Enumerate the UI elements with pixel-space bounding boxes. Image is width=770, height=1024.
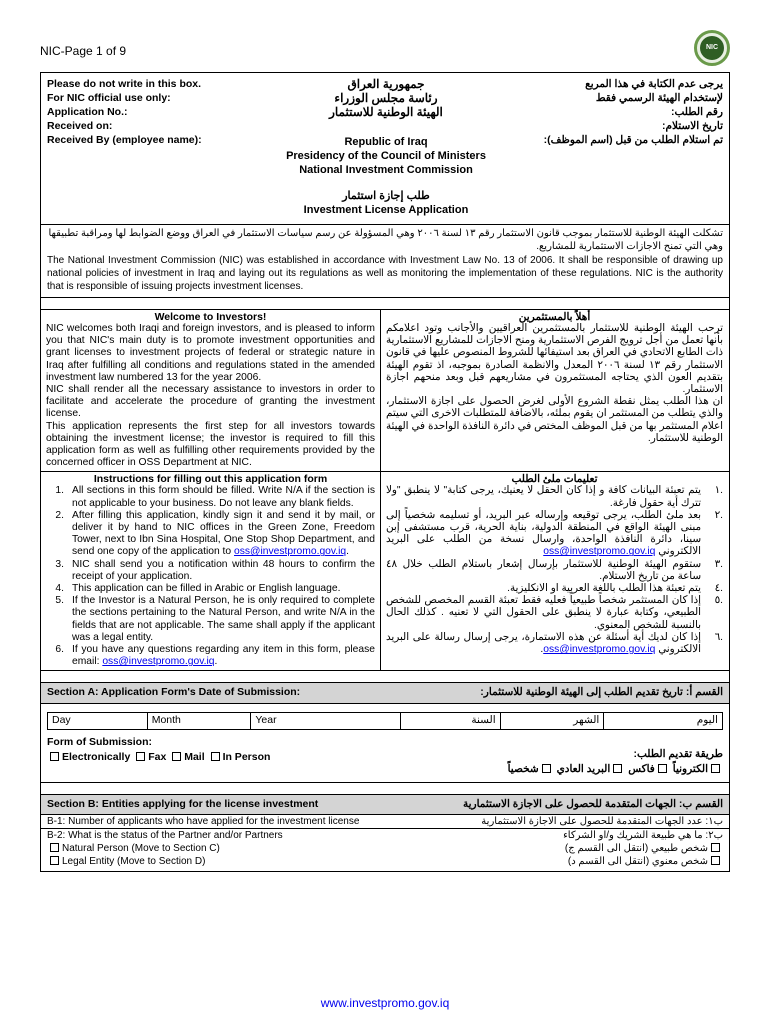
submission-en <box>47 736 270 776</box>
list-item <box>386 632 723 656</box>
date-table <box>47 712 723 730</box>
item-text <box>72 644 375 668</box>
list-item <box>386 559 723 583</box>
natural-person-label: Natural Person (Move to Section C) <box>62 842 220 854</box>
received-on-label: Received on: <box>47 120 113 132</box>
welcome-body-ar: ترحب الهيئة الوطنية للاستثمار بالمستثمرين العراقيين والأجانب وتود اعلامكم بأنها تعمل من أجل ترويج الفرص الاستثمارية ومنح الاجازات للمشاريع الاستثمارية ذات الطابع الاتحادي في العراق بعد استيفائها للشروط المنصوص عليها في قانون الاستثمار رقم ١٣ لسنة ٢٠٠٦ المعدل والانظمة الصادرة بموجبه، اذ تقوم الهيئة بتقديم العون الذي يحتاجه المستثمرون في مشاريعهم قبل وبعد منحهم اجازة الاستثمار. <box>386 323 723 396</box>
official-line-ar: لإستخدام الهيئة الرسمي فقط <box>595 92 723 104</box>
instructions-title-ar: تعليمات ملئ الطلب <box>511 473 598 486</box>
in-person-label: In Person <box>222 750 271 763</box>
application-no-label: Application No.: <box>47 106 128 118</box>
commission-en: National Investment Commission <box>299 164 473 176</box>
item-number: .٣ <box>714 558 723 570</box>
item-number: .١ <box>714 485 723 497</box>
electronically-checkbox-ar[interactable] <box>711 764 720 773</box>
year-field[interactable] <box>250 712 400 730</box>
oss-email-link[interactable]: oss@investpromo.gov.iq <box>543 644 656 656</box>
section-a-title-en: Section A: Application Form's Date of Submission: <box>47 686 301 699</box>
oss-email-link[interactable]: oss@investpromo.gov.iq <box>543 546 656 558</box>
republic-ar: جمهورية العراق <box>347 77 425 91</box>
received-on-label-ar: تاريخ الاستلام: <box>662 120 723 132</box>
welcome-title-ar: أهلاً بالمستثمرين <box>518 311 591 323</box>
item-text: If the Investor is a Natural Person, he is only required to complete the sections pertaining to the Natural Person, and write N/A in the fields that are not applicable. The same shall apply if the applicant was a legal entity. <box>72 595 375 643</box>
b2-label-ar: ب٢: ما هي طبيعة الشريك و/او الشركاء <box>563 829 723 841</box>
presidency-en: Presidency of the Council of Ministers <box>286 150 486 162</box>
item-text <box>386 632 701 656</box>
item-number: 6. <box>55 644 64 656</box>
welcome-body-ar-2: ان هذا الطلب يمثل نقطة الشروع الأولى لغرض الحصول على اجازة الاستثمار، والذي يتطلب من المستثمر ان يقوم بملئه، بالاضافة للمتطلبات الاخرى التي سيتم اعلام المستثمر بها من قبل الموظف المختص في دائرة النافذة الواحدة في الهيئة الوطنية للاستثمار. <box>386 396 723 444</box>
application-no-label-ar: رقم الطلب: <box>670 106 723 118</box>
welcome-en <box>41 310 381 471</box>
section-b-title-en: Section B: Entities applying for the license investment <box>47 797 319 810</box>
received-by-label-ar: تم استلام الطلب من قبل (اسم الموظف): <box>543 134 723 146</box>
list-item <box>46 559 375 583</box>
welcome-ar <box>381 310 729 471</box>
section-b-body <box>41 815 729 871</box>
fax-checkbox-ar[interactable] <box>658 764 667 773</box>
b1-label-ar: ب١: عدد الجهات المتقدمة للحصول على الاجازة الاستثمارية <box>481 815 723 827</box>
item-text-tail: . <box>346 546 350 558</box>
item-text: All sections in this form should be filled. Write N/A if the section is not applicable to your business. Do not leave any blank fields. <box>72 485 375 509</box>
item-number: 5. <box>55 595 64 607</box>
year-field-ar[interactable] <box>400 712 500 730</box>
section-b-title-ar: القسم ب: الجهات المتقدمة للحصول على الاجازة الاستثمارية <box>462 797 723 810</box>
mail-label: Mail <box>184 750 205 763</box>
electronically-checkbox[interactable] <box>50 752 59 761</box>
item-text-body: If you have any questions regarding any item in this form, please email: <box>72 644 375 668</box>
list-item <box>46 485 375 509</box>
official-line: Please do not write in this box. <box>47 78 202 90</box>
item-text: This application can be filled in Arabic or English language. <box>72 583 341 595</box>
day-label: Day <box>52 713 71 726</box>
month-field[interactable] <box>147 712 251 730</box>
list-item <box>46 595 375 644</box>
b1-label-en: B-1: Number of applicants who have applied for the investment license <box>47 815 360 827</box>
electronically-label: Electronically <box>62 750 131 763</box>
intro-box <box>41 225 729 298</box>
month-label: Month <box>151 713 181 726</box>
item-number: 3. <box>55 558 64 570</box>
year-label: Year <box>255 713 277 726</box>
presidency-ar: رئاسة مجلس الوزراء <box>334 91 438 105</box>
page-label: NIC-Page 1 of 9 <box>40 44 127 58</box>
legal-entity-label-ar: شخص معنوي (انتقل الى القسم د) <box>567 855 708 867</box>
item-number: 1. <box>55 485 64 497</box>
welcome-title-en: Welcome to Investors! <box>154 311 267 323</box>
welcome-body-en: NIC welcomes both Iraqi and foreign investors, and is pleased to inform you that NIC's main duty is to promote investment opportunities and grant licenses to investment projects of federal or strategic nature in Iraq after fulfilling all conditions and regulations stated in the amended investment law numbered 13 for the year 2006. <box>46 323 375 383</box>
mail-label-ar: البريد العادي <box>556 762 611 775</box>
natural-person-checkbox[interactable] <box>50 843 59 852</box>
form-frame <box>40 72 730 872</box>
official-use-en <box>47 77 202 147</box>
section-b-header <box>41 795 729 814</box>
instructions-en <box>41 472 381 670</box>
list-item <box>386 595 723 632</box>
natural-person-row <box>41 842 729 855</box>
list-item <box>386 583 723 595</box>
spacer-row <box>41 671 729 683</box>
item-text <box>72 510 375 559</box>
item-number: 4. <box>55 583 64 595</box>
in-person-checkbox-ar[interactable] <box>542 764 551 773</box>
header-title <box>261 77 511 217</box>
oss-email-link[interactable]: oss@investpromo.gov.iq <box>102 656 215 668</box>
form-of-submission-label-ar: طريقة تقديم الطلب: <box>633 747 723 760</box>
fax-checkbox[interactable] <box>136 752 145 761</box>
official-line-ar: يرجى عدم الكتابة في هذا المربع <box>585 78 723 90</box>
commission-ar: الهيئة الوطنية للاستثمار <box>329 105 443 119</box>
natural-person-option[interactable] <box>47 842 220 855</box>
section-a-title-ar: القسم أ: تاريخ تقديم الطلب إلى الهيئة الوطنية للاستثمار: <box>480 686 723 699</box>
legal-entity-label: Legal Entity (Move to Section D) <box>62 855 206 867</box>
legal-entity-option[interactable] <box>47 855 205 868</box>
in-person-label-ar: شخصياً <box>507 762 539 775</box>
instructions-list-ar <box>386 485 723 656</box>
submission-options-en <box>47 751 270 764</box>
item-number: .٦ <box>714 631 723 643</box>
mail-checkbox[interactable] <box>172 752 181 761</box>
header-box <box>41 73 729 225</box>
footer <box>0 996 770 1011</box>
instructions-row <box>41 472 729 671</box>
legal-entity-option-ar[interactable] <box>568 855 723 868</box>
welcome-row <box>41 310 729 472</box>
item-text-body: إذا كان لديك أية أسئلة عن هذه الاستمارة، يرجى إرسال رسالة على البريد الالكتروني <box>386 631 701 656</box>
month-label-ar: الشهر <box>573 713 600 726</box>
item-text-tail: . <box>540 644 544 656</box>
welcome-body-en-2: NIC shall render all the necessary assistance to investors in order to facilitate and accelerate the procedure of granting the investment license. <box>46 384 375 420</box>
list-item <box>386 510 723 559</box>
natural-person-label-ar: شخص طبيعي (انتقل الى القسم ج) <box>564 842 708 854</box>
license-title-en: Investment License Application <box>303 204 469 216</box>
fax-label: Fax <box>148 750 167 763</box>
nic-logo <box>694 30 730 66</box>
submission-method <box>41 730 729 782</box>
instructions-ar <box>381 472 729 670</box>
instructions-list-en <box>46 485 375 668</box>
item-text <box>386 510 701 559</box>
list-item <box>46 583 375 595</box>
license-title-ar: طلب إجازة استثمار <box>342 190 430 202</box>
official-line: For NIC official use only: <box>47 92 171 104</box>
day-field-ar[interactable] <box>603 712 723 730</box>
item-number: 2. <box>55 509 64 521</box>
instructions-title-en: Instructions for filling out this application form <box>93 473 328 486</box>
intro-en: The National Investment Commission (NIC) was established in accordance with Investment Law No. 13 of 2006. It shall be responsible of drawing up national policies of investment in Iraq and laying out its regulations as well as monitoring the implementation of these regulations. NIC is the authority that is responsible of issuing projects investment licenses. <box>47 255 723 292</box>
received-by-label: Received By (employee name): <box>47 134 202 146</box>
republic-en: Republic of Iraq <box>344 136 428 148</box>
spacer-row <box>41 298 729 310</box>
item-number: .٢ <box>714 509 723 521</box>
year-label-ar: السنة <box>471 713 496 726</box>
legal-entity-checkbox[interactable] <box>50 856 59 865</box>
submission-options-ar <box>508 763 723 776</box>
footer-website-link[interactable]: www.investpromo.gov.iq <box>320 996 450 1010</box>
electronically-label-ar: الكترونياً <box>672 762 708 775</box>
item-text-tail: . <box>214 656 218 668</box>
welcome-body-en-3: This application represents the first step for all investors towards obtaining the investment license; the investor is required to fill this application form as well as fulfilling other requirements provided by the concerned officer in OSS Department at NIC. <box>46 420 375 469</box>
b2-label-en: B-2: What is the status of the Partner and/or Partners <box>47 829 283 841</box>
official-use-ar <box>544 77 723 147</box>
month-field-ar[interactable] <box>500 712 604 730</box>
section-a-header <box>41 683 729 702</box>
day-field[interactable] <box>47 712 147 730</box>
legal-entity-row <box>41 855 729 868</box>
section-b <box>41 795 729 815</box>
day-label-ar: اليوم <box>696 713 718 726</box>
list-item <box>386 485 723 509</box>
item-number: .٥ <box>714 595 723 607</box>
nic-logo-text: NIC <box>700 36 724 60</box>
list-item <box>46 510 375 559</box>
item-number: .٤ <box>714 583 723 595</box>
spacer-row <box>41 783 729 795</box>
natural-person-option-ar[interactable] <box>565 842 723 855</box>
section-a-body <box>41 712 729 783</box>
item-text: ستقوم الهيئة الوطنية للاستثمار بإرسال إشعار باستلام الطلب خلال ٤٨ ساعة من تاريخ الاستلام. <box>386 558 701 582</box>
natural-person-checkbox-ar[interactable] <box>711 843 720 852</box>
item-text-body: بعد ملئ الطلب، يرجى توقيعه وإرساله عبر البريد، أو تسليمه شخصياً إلى مبنى الهيئة الواقع في المنطقة الدولية، بناية الحرية، قرب مستشفى إبن سينا، دائرة النافذة الواحدة، وارسال نسخة من الطلب على البريد الالكتروني <box>386 509 701 558</box>
legal-entity-checkbox-ar[interactable] <box>711 856 720 865</box>
list-item <box>46 644 375 668</box>
item-text: يتم تعبئة البيانات كافة و إذا كان الحقل لا يعنيك، يرجى كتابة" لا ينطبق "ولا تترك أية حقول فارغة. <box>386 485 701 509</box>
in-person-checkbox[interactable] <box>211 752 220 761</box>
submission-ar <box>508 748 723 776</box>
section-a <box>41 683 729 703</box>
oss-email-link[interactable]: oss@investpromo.gov.iq <box>234 546 347 558</box>
item-text: يتم تعبئة هذا الطلب باللغة العربية او الانكليزية. <box>507 583 701 595</box>
b2-row <box>41 829 729 842</box>
item-text: NIC shall send you a notification within 48 hours to confirm the receipt of your application. <box>72 558 375 582</box>
intro-ar: تشكلت الهيئة الوطنية للاستثمار بموجب قانون الاستثمار رقم ١٣ لسنة ٢٠٠٦ وهي المسؤولة عن رسم سياسات الاستثمار في العراق ووضع الضوابط لها ومراقبة تطبيقها وهي التي تمنح الاجازات الاستثمارية للمشاريع. <box>48 228 723 252</box>
item-text: إذا كان المستثمر شخصاً طبيعياً فعليه فقط تعبئة القسم المخصص للشخص الطبيعي، وكتابة عبارة لا ينطبق على الحقول التي لا تعنيه . كذلك الحال بالنسبة للشخص المعنوي. <box>386 595 701 631</box>
item-text-body: After filling this application, kindly sign it and send it by mail, or deliver it by hand to NIC offices in the Green Zone, Freedom Tower, next to Ibn Sina Hospital, One Stop Shop Department, and send one copy of the application to <box>72 509 375 558</box>
fax-label-ar: فاكس <box>628 762 655 775</box>
mail-checkbox-ar[interactable] <box>613 764 622 773</box>
form-of-submission-label: Form of Submission: <box>47 735 152 748</box>
b1-row <box>41 815 729 829</box>
